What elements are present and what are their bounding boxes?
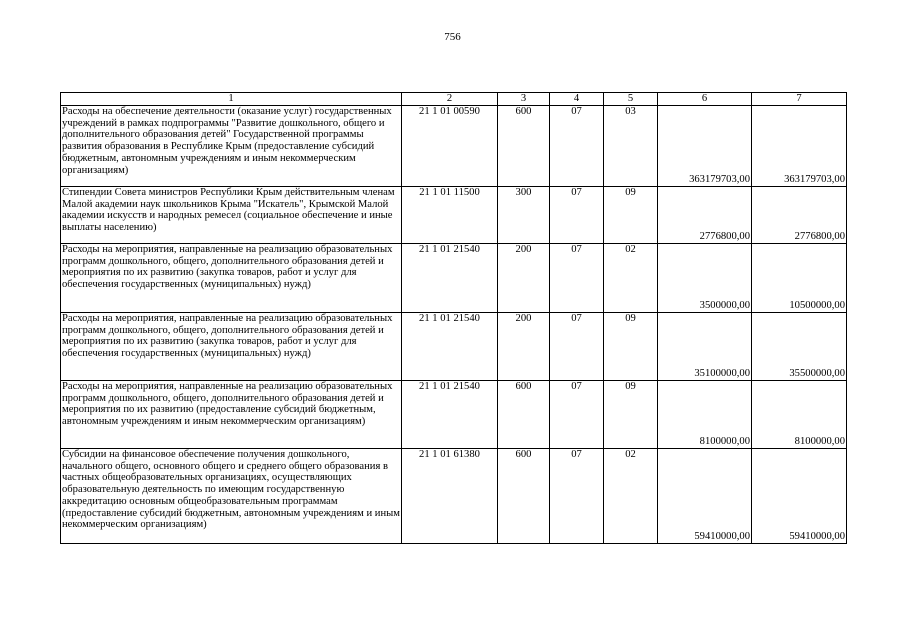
row-target-code: 21 1 01 11500 xyxy=(402,187,498,244)
row-description: Расходы на мероприятия, направленные на реализацию образовательных программ дошкольного, общего, дополнительного образования детей и мероприятия по их развитию (предоставление субсидий бюджетным, автономным учреждениям и иным некоммерческим организациям) xyxy=(61,381,402,449)
row-amount-col6: 8100000,00 xyxy=(658,381,752,449)
column-header-5: 5 xyxy=(604,93,658,106)
row-target-code: 21 1 01 21540 xyxy=(402,313,498,381)
table-row xyxy=(61,381,847,449)
row-description: Субсидии на финансовое обеспечение получения дошкольного, начального общего, основного общего и среднего общего образования в частных общеобразовательных организациях, осуществляющих образовательную деятельность по имеющим государственную аккредитацию основным общеобразовательным программам (предоставление субсидий бюджетным, автономным учреждениям и иным некоммерческим организациям) xyxy=(61,449,402,544)
column-header-7: 7 xyxy=(752,93,847,106)
row-amount-col7: 2776800,00 xyxy=(752,187,847,244)
column-header-4: 4 xyxy=(550,93,604,106)
column-header-1: 1 xyxy=(61,93,402,106)
row-expense-type: 600 xyxy=(498,449,550,544)
row-section: 07 xyxy=(550,187,604,244)
row-section: 07 xyxy=(550,244,604,313)
row-expense-type: 600 xyxy=(498,106,550,187)
row-subsection: 02 xyxy=(604,449,658,544)
row-section: 07 xyxy=(550,106,604,187)
row-amount-col6: 35100000,00 xyxy=(658,313,752,381)
row-subsection: 02 xyxy=(604,244,658,313)
table-row xyxy=(61,187,847,244)
row-amount-col7: 59410000,00 xyxy=(752,449,847,544)
row-subsection: 09 xyxy=(604,187,658,244)
row-description: Расходы на обеспечение деятельности (оказание услуг) государственных учреждений в рамках подпрограммы "Развитие дошкольного, общего и дополнительного образования детей" Государственной программы развития образования в Республике Крым (предоставление субсидий бюджетным, автономным учреждениям и иным некоммерческим организациям) xyxy=(61,106,402,187)
row-expense-type: 200 xyxy=(498,313,550,381)
row-description: Расходы на мероприятия, направленные на реализацию образовательных программ дошкольного, общего, дополнительного образования детей и мероприятия по их развитию (закупка товаров, работ и услуг для обеспечения государственных (муниципальных) нужд) xyxy=(61,313,402,381)
row-section: 07 xyxy=(550,381,604,449)
table-row xyxy=(61,244,847,313)
column-header-3: 3 xyxy=(498,93,550,106)
row-amount-col7: 8100000,00 xyxy=(752,381,847,449)
table-header-row xyxy=(61,93,847,106)
row-target-code: 21 1 01 00590 xyxy=(402,106,498,187)
row-target-code: 21 1 01 21540 xyxy=(402,381,498,449)
row-subsection: 03 xyxy=(604,106,658,187)
column-header-2: 2 xyxy=(402,93,498,106)
table-row xyxy=(61,106,847,187)
row-amount-col6: 3500000,00 xyxy=(658,244,752,313)
row-section: 07 xyxy=(550,449,604,544)
row-description: Стипендии Совета министров Республики Крым действительным членам Малой академии наук школьников Крыма "Искатель", Крымской Малой академии искусств и народных ремесел (социальное обеспечение и иные выплаты населению) xyxy=(61,187,402,244)
row-description: Расходы на мероприятия, направленные на реализацию образовательных программ дошкольного, общего, дополнительного образования детей и мероприятия по их развитию (закупка товаров, работ и услуг для обеспечения государственных (муниципальных) нужд) xyxy=(61,244,402,313)
row-expense-type: 300 xyxy=(498,187,550,244)
row-target-code: 21 1 01 21540 xyxy=(402,244,498,313)
column-header-6: 6 xyxy=(658,93,752,106)
budget-table xyxy=(60,92,847,544)
row-amount-col7: 363179703,00 xyxy=(752,106,847,187)
table-row xyxy=(61,313,847,381)
row-expense-type: 600 xyxy=(498,381,550,449)
row-target-code: 21 1 01 61380 xyxy=(402,449,498,544)
row-expense-type: 200 xyxy=(498,244,550,313)
row-subsection: 09 xyxy=(604,313,658,381)
row-amount-col6: 2776800,00 xyxy=(658,187,752,244)
row-amount-col7: 10500000,00 xyxy=(752,244,847,313)
table-row xyxy=(61,449,847,544)
row-section: 07 xyxy=(550,313,604,381)
page-number: 756 xyxy=(444,31,461,43)
row-amount-col6: 363179703,00 xyxy=(658,106,752,187)
row-amount-col6: 59410000,00 xyxy=(658,449,752,544)
row-amount-col7: 35500000,00 xyxy=(752,313,847,381)
row-subsection: 09 xyxy=(604,381,658,449)
